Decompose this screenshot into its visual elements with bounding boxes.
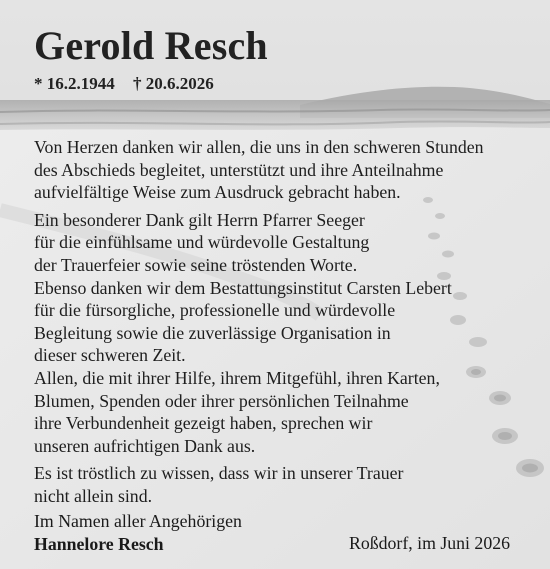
thanks-text [34, 136, 524, 513]
text-line: für die fürsorgliche, professionelle und würdevolle [34, 300, 396, 321]
text-line: Ein besonderer Dank gilt Herrn Pfarrer Seeger [34, 209, 365, 230]
paragraph-special-thanks [34, 209, 524, 458]
text-line: aufvielfältige Weise zum Ausdruck gebracht haben. [34, 182, 401, 203]
text-line: der Trauerfeier sowie seine tröstenden Worte. [34, 254, 358, 275]
life-dates [34, 74, 214, 94]
signature-intro: Im Namen aller Angehörigen [34, 511, 242, 531]
text-line: unseren aufrichtigen Dank aus. [34, 435, 256, 456]
paragraph-comfort [34, 462, 524, 507]
birth-date: * 16.2.1944 [34, 74, 115, 93]
text-line: Es ist tröstlich zu wissen, dass wir in unserer Trauer [34, 463, 404, 484]
signatory-name: Hannelore Resch [34, 533, 164, 554]
signature-block [34, 510, 242, 555]
death-date: † 20.6.2026 [133, 74, 214, 93]
text-line: Begleitung sowie die zuverlässige Organisation in [34, 322, 391, 343]
text-line: nicht allein sind. [34, 485, 153, 506]
paragraph-thanks [34, 136, 524, 204]
text-line: Blumen, Spenden oder ihrer persönlichen Teilnahme [34, 390, 409, 411]
text-line: des Abschieds begleitet, unterstützt und ihre Anteilnahme [34, 159, 444, 180]
text-line: Von Herzen danken wir allen, die uns in den schweren Stunden [34, 137, 484, 157]
text-line: Ebenso danken wir dem Bestattungsinstitut Carsten Lebert [34, 277, 452, 298]
text-line: dieser schweren Zeit. [34, 345, 186, 366]
deceased-name: Gerold Resch [34, 23, 268, 68]
text-line: für die einfühlsame und würdevolle Gestaltung [34, 232, 370, 253]
text-line: Allen, die mit ihrer Hilfe, ihrem Mitgefühl, ihren Karten, [34, 367, 440, 388]
text-line: ihre Verbundenheit gezeigt haben, sprechen wir [34, 413, 373, 434]
place-and-date: Roßdorf, im Juni 2026 [348, 533, 510, 553]
